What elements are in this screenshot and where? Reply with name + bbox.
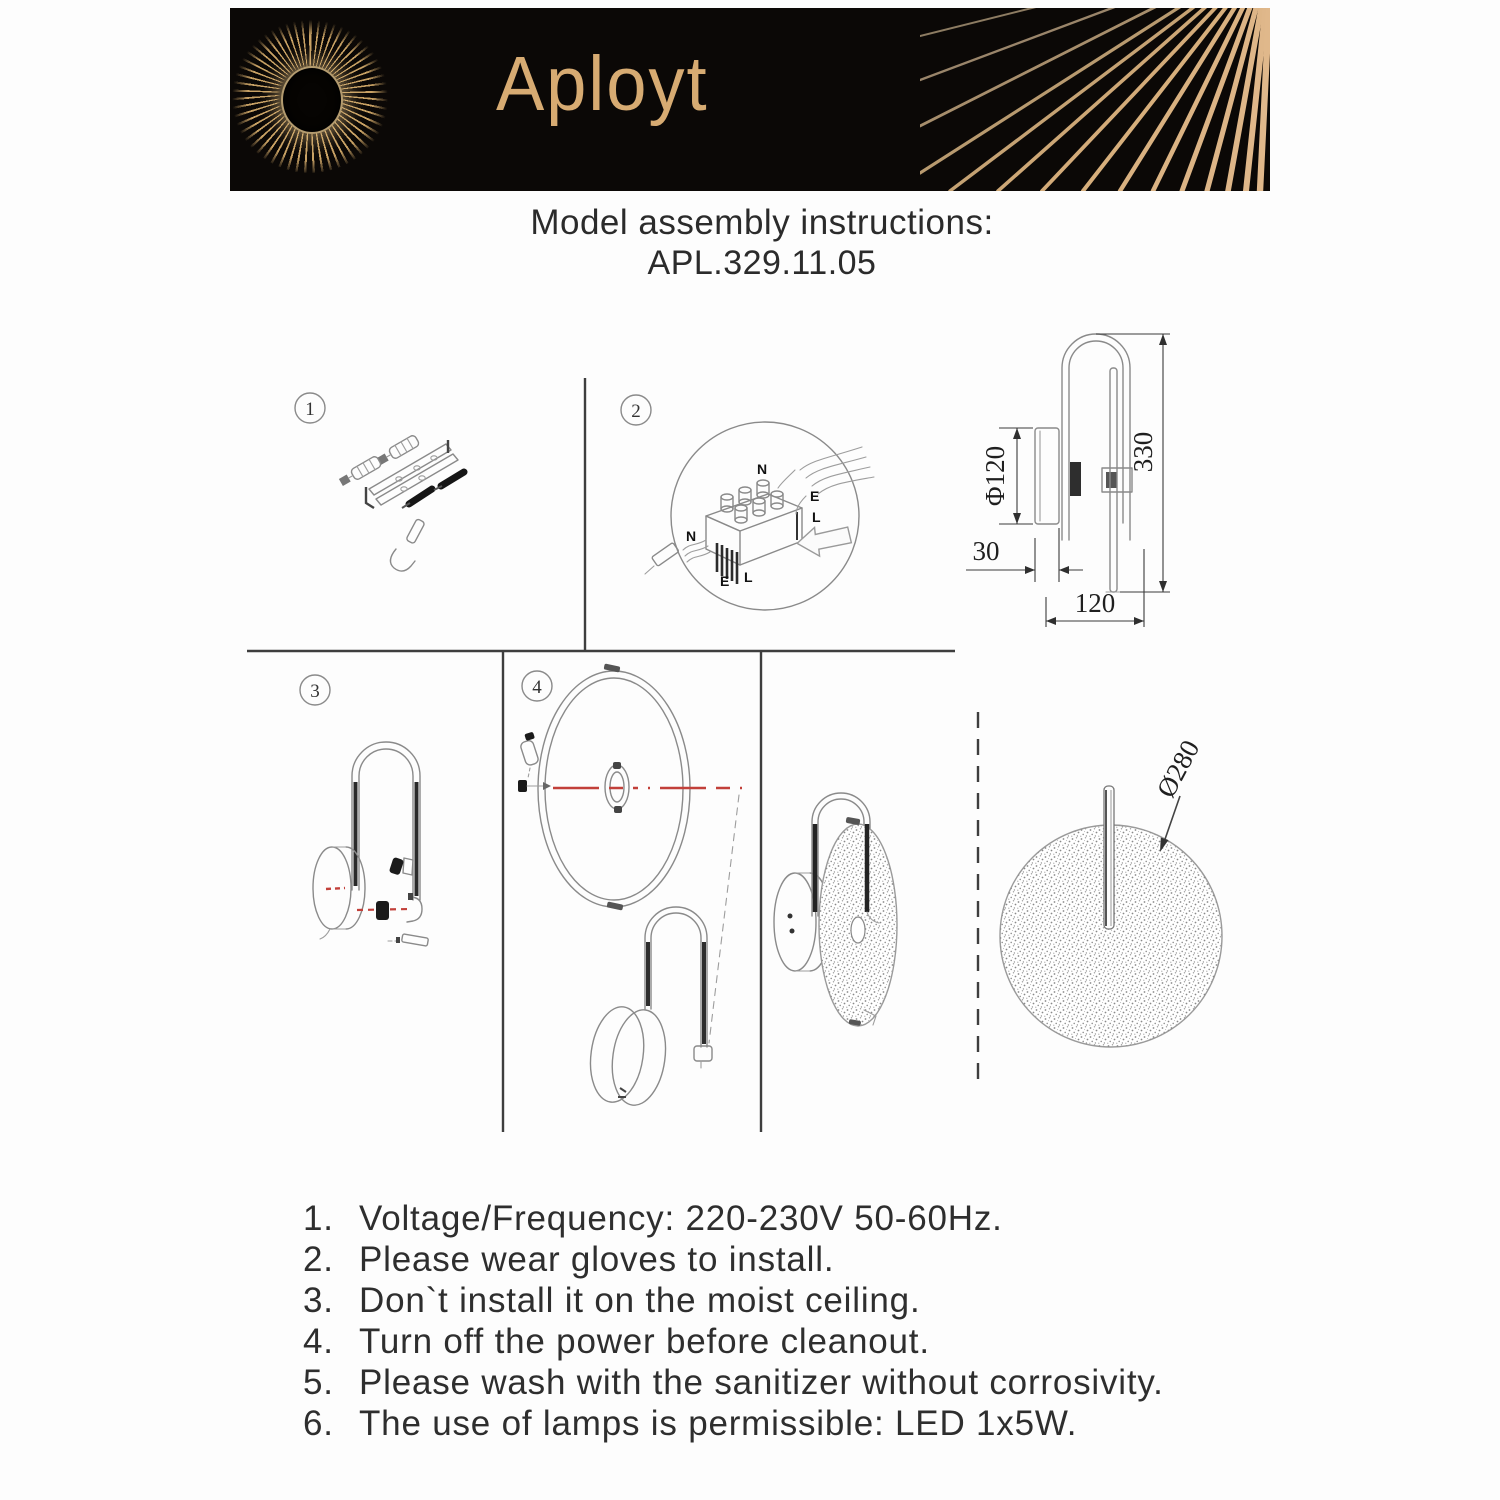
step-3-mounting-drawing: [313, 742, 428, 946]
dim-depth: 30: [972, 536, 1000, 566]
screw-icon: [376, 901, 389, 920]
wire-label-l: L: [812, 509, 821, 525]
step-4-number: 4: [532, 677, 542, 698]
instruction-item: [303, 1239, 1164, 1280]
instruction-text: Please wear gloves to install.: [359, 1240, 835, 1279]
wire-label-e: E: [720, 573, 730, 589]
wire-label-n: N: [757, 461, 768, 477]
assembled-lamp-drawing: [774, 793, 897, 1026]
dim-width: 120: [1074, 588, 1116, 618]
instruction-number: 6.: [303, 1404, 334, 1443]
step-4-shade-drawing: [518, 663, 742, 1108]
instruction-number: 1.: [303, 1199, 334, 1238]
instruction-item: [303, 1321, 1164, 1362]
step-2-number: 2: [631, 401, 641, 422]
instruction-item: [303, 1362, 1164, 1403]
dim-plate-diameter: Φ120: [980, 445, 1010, 507]
shade-front-view: [1000, 735, 1222, 1047]
terminal-block: [721, 480, 783, 523]
dim-shade-diameter: Ø280: [1150, 735, 1206, 803]
instruction-text: Don`t install it on the moist ceiling.: [359, 1281, 921, 1320]
screw-icon: [441, 472, 464, 486]
wire-label-e: E: [810, 488, 820, 504]
wall-anchor-icon: [376, 434, 420, 466]
brand-logo: Aployt: [496, 41, 709, 127]
step-1-number: 1: [305, 399, 315, 420]
instruction-item: [303, 1403, 1164, 1444]
screw-icon: [409, 489, 432, 504]
instruction-item: [303, 1198, 1164, 1239]
page-title: Model assembly instructions:: [530, 203, 994, 242]
step-1-bracket-drawing: [338, 434, 464, 571]
screw-icon: [389, 857, 404, 876]
instruction-number: 2.: [303, 1240, 334, 1279]
wire-label-n: N: [686, 528, 697, 544]
instruction-item: [303, 1280, 1164, 1321]
incoming-wires: [683, 447, 874, 562]
wall-anchor-icon: [338, 455, 382, 487]
dimension-drawing: [966, 334, 1170, 627]
instruction-number: 5.: [303, 1363, 334, 1402]
step-3-number: 3: [310, 681, 320, 702]
instruction-text: The use of lamps is permissible: LED 1x5W.: [359, 1404, 1078, 1443]
instruction-text: Voltage/Frequency: 220-230V 50-60Hz.: [359, 1199, 1003, 1238]
step-badges: [295, 393, 651, 705]
model-number: APL.329.11.05: [647, 244, 877, 282]
step-2-wiring-drawing: [645, 422, 874, 610]
instruction-number: 3.: [303, 1281, 334, 1320]
instruction-list: [303, 1198, 1164, 1444]
instruction-number: 4.: [303, 1322, 334, 1361]
insert-arrow-icon: [796, 524, 853, 558]
instruction-text: Please wash with the sanitizer without corrosivity.: [359, 1363, 1164, 1402]
instruction-text: Turn off the power before cleanout.: [359, 1322, 930, 1361]
dim-height: 330: [1128, 431, 1158, 473]
screw-parts: [518, 732, 551, 792]
wire-label-l: L: [744, 569, 753, 585]
